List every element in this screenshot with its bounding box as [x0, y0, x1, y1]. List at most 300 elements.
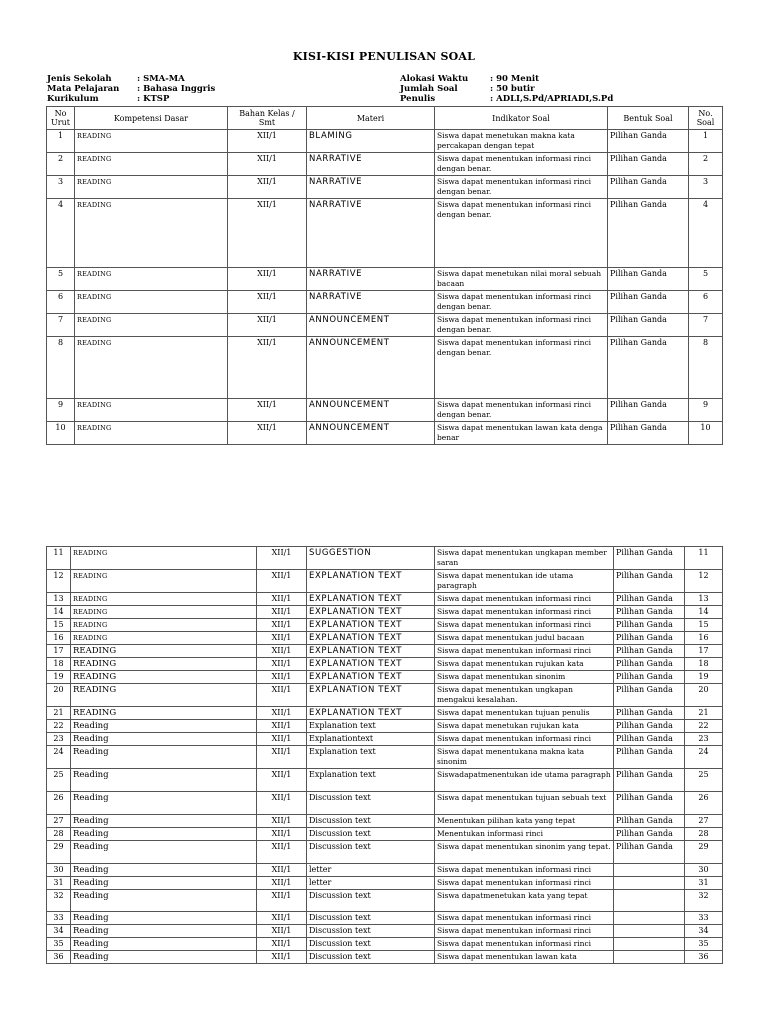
- cell-no-soal: 23: [685, 733, 723, 746]
- table-row: [47, 593, 723, 606]
- cell-kelas: XII/1: [257, 658, 307, 671]
- cell-kelas: XII/1: [228, 314, 307, 337]
- cell-kelas: XII/1: [228, 130, 307, 153]
- cell-materi: EXPLANATION TEXT: [307, 632, 435, 645]
- cell-indikator: Siswa dapat menentukan informasi rinci: [435, 645, 614, 658]
- cell-indikator: Siswa dapat menentukan informasi rinci: [435, 606, 614, 619]
- document-title: KISI-KISI PENULISAN SOAL: [292, 50, 476, 63]
- cell-materi: EXPLANATION TEXT: [307, 606, 435, 619]
- cell-no-soal: 17: [685, 645, 723, 658]
- header-no-soal: No. Soal: [689, 107, 723, 130]
- cell-no-urut: 18: [47, 658, 71, 671]
- cell-no-urut: 27: [47, 815, 71, 828]
- meta-key: Mata Pelajaran: [47, 84, 120, 94]
- table-row: [47, 337, 723, 399]
- cell-no-urut: 22: [47, 720, 71, 733]
- meta-value: : KTSP: [137, 94, 170, 104]
- cell-kompetensi: Reading: [71, 864, 257, 877]
- cell-no-soal: 24: [685, 746, 723, 769]
- cell-kelas: XII/1: [257, 769, 307, 792]
- table-row: [47, 671, 723, 684]
- cell-materi: ANNOUNCEMENT: [307, 314, 435, 337]
- cell-kompetensi: READING: [71, 658, 257, 671]
- cell-materi: EXPLANATION TEXT: [307, 645, 435, 658]
- cell-indikator: Siswa dapat menentukan informasi rinci: [435, 877, 614, 890]
- cell-materi: NARRATIVE: [307, 291, 435, 314]
- cell-bentuk: Pilihan Ganda: [614, 593, 685, 606]
- table-row: [47, 268, 723, 291]
- cell-no-soal: 12: [685, 570, 723, 593]
- cell-kelas: XII/1: [257, 951, 307, 964]
- cell-materi: NARRATIVE: [307, 153, 435, 176]
- cell-no-urut: 8: [47, 337, 75, 399]
- cell-no-soal: 31: [685, 877, 723, 890]
- kisi-table-page-2: [46, 546, 723, 964]
- cell-kelas: XII/1: [257, 619, 307, 632]
- kisi-table-page-1: [46, 106, 723, 445]
- cell-no-soal: 36: [685, 951, 723, 964]
- cell-kompetensi: Reading: [71, 769, 257, 792]
- cell-indikator: Siswa dapat menentukan ungkapan member saran: [435, 547, 614, 570]
- cell-no-soal: 6: [689, 291, 723, 314]
- cell-bentuk: Pilihan Ganda: [608, 399, 689, 422]
- cell-indikator: Siswa dapat menentukan tujuan penulis: [435, 707, 614, 720]
- cell-kompetensi: READING: [75, 399, 228, 422]
- cell-no-soal: 19: [685, 671, 723, 684]
- cell-kelas: XII/1: [228, 176, 307, 199]
- cell-no-urut: 31: [47, 877, 71, 890]
- cell-indikator: Siswa dapat menentukan informasi rinci: [435, 925, 614, 938]
- cell-no-urut: 24: [47, 746, 71, 769]
- cell-indikator: Siswa dapat menentukan tujuan sebuah text: [435, 792, 614, 815]
- cell-indikator: Siswa dapat menentukan informasi rinci dengan benar.: [435, 153, 608, 176]
- cell-bentuk: Pilihan Ganda: [614, 792, 685, 815]
- meta-value: : ADLI,S.Pd/APRIADI,S.Pd: [490, 94, 614, 104]
- cell-kompetensi: Reading: [71, 912, 257, 925]
- cell-no-soal: 29: [685, 841, 723, 864]
- cell-kelas: XII/1: [228, 268, 307, 291]
- cell-kelas: XII/1: [257, 632, 307, 645]
- cell-kompetensi: Reading: [71, 890, 257, 912]
- cell-kompetensi: Reading: [71, 877, 257, 890]
- cell-indikator: Menentukan pilihan kata yang tepat: [435, 815, 614, 828]
- cell-kelas: XII/1: [257, 547, 307, 570]
- cell-no-soal: 33: [685, 912, 723, 925]
- cell-bentuk: Pilihan Ganda: [614, 746, 685, 769]
- cell-no-urut: 35: [47, 938, 71, 951]
- cell-no-urut: 33: [47, 912, 71, 925]
- cell-bentuk: [614, 925, 685, 938]
- cell-bentuk: Pilihan Ganda: [614, 632, 685, 645]
- cell-bentuk: Pilihan Ganda: [614, 570, 685, 593]
- table-row: [47, 815, 723, 828]
- cell-bentuk: Pilihan Ganda: [614, 547, 685, 570]
- cell-kompetensi: READING: [71, 593, 257, 606]
- cell-no-soal: 20: [685, 684, 723, 707]
- cell-kompetensi: READING: [75, 199, 228, 268]
- cell-materi: ANNOUNCEMENT: [307, 399, 435, 422]
- cell-bentuk: Pilihan Ganda: [608, 130, 689, 153]
- cell-no-urut: 4: [47, 199, 75, 268]
- cell-kelas: XII/1: [257, 864, 307, 877]
- meta-key: Kurikulum: [47, 94, 99, 104]
- cell-kompetensi: READING: [71, 606, 257, 619]
- cell-materi: Discussion text: [307, 951, 435, 964]
- cell-bentuk: Pilihan Ganda: [608, 422, 689, 445]
- table-row: [47, 733, 723, 746]
- table-row: [47, 399, 723, 422]
- cell-kompetensi: Reading: [71, 938, 257, 951]
- cell-kelas: XII/1: [257, 792, 307, 815]
- cell-kelas: XII/1: [228, 291, 307, 314]
- cell-bentuk: Pilihan Ganda: [614, 841, 685, 864]
- cell-bentuk: Pilihan Ganda: [614, 828, 685, 841]
- cell-materi: Discussion text: [307, 828, 435, 841]
- cell-bentuk: Pilihan Ganda: [614, 707, 685, 720]
- cell-indikator: Siswa dapat menentukan informasi rinci dengan benar.: [435, 176, 608, 199]
- table-row: [47, 877, 723, 890]
- table-row: [47, 841, 723, 864]
- cell-materi: SUGGESTION: [307, 547, 435, 570]
- table-row: [47, 925, 723, 938]
- cell-kompetensi: READING: [71, 707, 257, 720]
- cell-indikator: Siswa dapat menentukan lawan kata denga benar: [435, 422, 608, 445]
- cell-materi: EXPLANATION TEXT: [307, 593, 435, 606]
- cell-no-soal: 27: [685, 815, 723, 828]
- cell-no-soal: 21: [685, 707, 723, 720]
- cell-kelas: XII/1: [257, 606, 307, 619]
- header-no-urut: No Urut: [47, 107, 75, 130]
- cell-materi: Discussion text: [307, 792, 435, 815]
- meta-right: [400, 74, 613, 104]
- cell-materi: Explanation text: [307, 769, 435, 792]
- cell-materi: BLAMING: [307, 130, 435, 153]
- cell-no-urut: 3: [47, 176, 75, 199]
- cell-no-soal: 11: [685, 547, 723, 570]
- cell-kompetensi: Reading: [71, 720, 257, 733]
- cell-no-soal: 2: [689, 153, 723, 176]
- cell-indikator: Siswa dapat menentukan informasi rinci: [435, 593, 614, 606]
- cell-kelas: XII/1: [228, 199, 307, 268]
- cell-no-urut: 14: [47, 606, 71, 619]
- header-materi: Materi: [307, 107, 435, 130]
- cell-no-urut: 1: [47, 130, 75, 153]
- table-row: [47, 746, 723, 769]
- table-row: [47, 938, 723, 951]
- cell-no-urut: 5: [47, 268, 75, 291]
- cell-no-urut: 36: [47, 951, 71, 964]
- cell-no-soal: 16: [685, 632, 723, 645]
- cell-no-soal: 15: [685, 619, 723, 632]
- cell-materi: Explanation text: [307, 746, 435, 769]
- table-row: [47, 707, 723, 720]
- cell-no-urut: 20: [47, 684, 71, 707]
- table-row: [47, 153, 723, 176]
- cell-materi: Discussion text: [307, 815, 435, 828]
- cell-indikator: Siswa dapat menentukan informasi rinci dengan benar.: [435, 291, 608, 314]
- cell-no-urut: 28: [47, 828, 71, 841]
- cell-no-urut: 2: [47, 153, 75, 176]
- cell-kompetensi: Reading: [71, 951, 257, 964]
- cell-indikator: Siswa dapatmenetukan kata yang tepat: [435, 890, 614, 912]
- cell-kelas: XII/1: [257, 645, 307, 658]
- cell-kelas: XII/1: [257, 912, 307, 925]
- cell-no-soal: 3: [689, 176, 723, 199]
- cell-kelas: XII/1: [228, 399, 307, 422]
- cell-no-urut: 11: [47, 547, 71, 570]
- cell-no-urut: 9: [47, 399, 75, 422]
- cell-no-urut: 34: [47, 925, 71, 938]
- cell-bentuk: Pilihan Ganda: [608, 337, 689, 399]
- cell-materi: Discussion text: [307, 912, 435, 925]
- cell-no-urut: 15: [47, 619, 71, 632]
- table-row: [47, 632, 723, 645]
- table-row: [47, 828, 723, 841]
- table-row: [47, 422, 723, 445]
- cell-kompetensi: READING: [75, 291, 228, 314]
- table-row: [47, 547, 723, 570]
- cell-kelas: XII/1: [257, 593, 307, 606]
- cell-kelas: XII/1: [257, 890, 307, 912]
- cell-kompetensi: READING: [71, 671, 257, 684]
- cell-kelas: XII/1: [257, 877, 307, 890]
- cell-indikator: Siswa dapat menentukan informasi rinci dengan benar.: [435, 337, 608, 399]
- table-row: [47, 645, 723, 658]
- cell-no-soal: 30: [685, 864, 723, 877]
- cell-materi: letter: [307, 864, 435, 877]
- cell-no-urut: 30: [47, 864, 71, 877]
- cell-no-soal: 8: [689, 337, 723, 399]
- cell-bentuk: [614, 912, 685, 925]
- table-row: [47, 890, 723, 912]
- cell-indikator: Siswa dapat menentukan sinonim: [435, 671, 614, 684]
- cell-kelas: XII/1: [257, 707, 307, 720]
- table-row: [47, 792, 723, 815]
- cell-materi: EXPLANATION TEXT: [307, 671, 435, 684]
- cell-indikator: Siswadapatmenentukan ide utama paragraph: [435, 769, 614, 792]
- cell-no-soal: 7: [689, 314, 723, 337]
- cell-no-soal: 13: [685, 593, 723, 606]
- cell-no-soal: 22: [685, 720, 723, 733]
- cell-indikator: Siswa dapat menentukan lawan kata: [435, 951, 614, 964]
- cell-no-urut: 29: [47, 841, 71, 864]
- cell-materi: NARRATIVE: [307, 268, 435, 291]
- cell-no-soal: 9: [689, 399, 723, 422]
- meta-left: [47, 74, 215, 104]
- meta-value: : SMA-MA: [137, 74, 185, 84]
- cell-kompetensi: READING: [75, 337, 228, 399]
- cell-kelas: XII/1: [257, 815, 307, 828]
- cell-no-urut: 21: [47, 707, 71, 720]
- cell-bentuk: [614, 864, 685, 877]
- cell-kompetensi: READING: [75, 176, 228, 199]
- cell-bentuk: Pilihan Ganda: [608, 268, 689, 291]
- cell-kelas: XII/1: [257, 733, 307, 746]
- table-row: [47, 912, 723, 925]
- cell-materi: Explanation text: [307, 720, 435, 733]
- cell-kompetensi: Reading: [71, 792, 257, 815]
- cell-materi: ANNOUNCEMENT: [307, 422, 435, 445]
- cell-materi: Discussion text: [307, 890, 435, 912]
- cell-bentuk: Pilihan Ganda: [614, 733, 685, 746]
- cell-materi: ANNOUNCEMENT: [307, 337, 435, 399]
- cell-kelas: XII/1: [257, 828, 307, 841]
- header-indikator: Indikator Soal: [435, 107, 608, 130]
- cell-materi: letter: [307, 877, 435, 890]
- meta-key: Alokasi Waktu: [400, 74, 469, 84]
- cell-bentuk: [614, 938, 685, 951]
- table-row: [47, 951, 723, 964]
- cell-kelas: XII/1: [257, 746, 307, 769]
- meta-key: Penulis: [400, 94, 436, 104]
- cell-kelas: XII/1: [257, 570, 307, 593]
- cell-no-soal: 10: [689, 422, 723, 445]
- cell-no-urut: 26: [47, 792, 71, 815]
- cell-bentuk: Pilihan Ganda: [608, 199, 689, 268]
- cell-kompetensi: Reading: [71, 925, 257, 938]
- cell-no-urut: 16: [47, 632, 71, 645]
- cell-materi: Discussion text: [307, 938, 435, 951]
- header-bahan: Bahan Kelas / Smt: [228, 107, 307, 130]
- cell-kompetensi: READING: [75, 153, 228, 176]
- cell-indikator: Siswa dapat menetukan rujukan kata: [435, 720, 614, 733]
- cell-indikator: Siswa dapat menentukan informasi rinci: [435, 619, 614, 632]
- cell-indikator: Siswa dapat menentukan informasi rinci: [435, 912, 614, 925]
- cell-kompetensi: READING: [75, 422, 228, 445]
- cell-bentuk: Pilihan Ganda: [608, 153, 689, 176]
- meta-value: : Bahasa Inggris: [137, 84, 216, 94]
- table-row: [47, 606, 723, 619]
- cell-no-urut: 19: [47, 671, 71, 684]
- cell-materi: EXPLANATION TEXT: [307, 619, 435, 632]
- cell-no-soal: 4: [689, 199, 723, 268]
- cell-no-soal: 35: [685, 938, 723, 951]
- table-row: [47, 176, 723, 199]
- cell-no-soal: 18: [685, 658, 723, 671]
- cell-indikator: Siswa dapat menentukan informasi rinci: [435, 733, 614, 746]
- cell-no-soal: 25: [685, 769, 723, 792]
- cell-kompetensi: READING: [71, 570, 257, 593]
- cell-kelas: XII/1: [257, 841, 307, 864]
- cell-kelas: XII/1: [257, 925, 307, 938]
- table-row: [47, 291, 723, 314]
- cell-bentuk: Pilihan Ganda: [614, 815, 685, 828]
- cell-bentuk: [614, 890, 685, 912]
- cell-bentuk: [614, 951, 685, 964]
- cell-kompetensi: READING: [75, 268, 228, 291]
- header-bentuk: Bentuk Soal: [608, 107, 689, 130]
- cell-indikator: Siswa dapat menentukan informasi rinci dengan benar.: [435, 314, 608, 337]
- cell-no-urut: 12: [47, 570, 71, 593]
- cell-kompetensi: Reading: [71, 841, 257, 864]
- cell-materi: EXPLANATION TEXT: [307, 684, 435, 707]
- meta-value: : 90 Menit: [490, 74, 540, 84]
- cell-no-urut: 32: [47, 890, 71, 912]
- table-row: [47, 769, 723, 792]
- cell-kompetensi: Reading: [71, 828, 257, 841]
- cell-indikator: Siswa dapat menentukan informasi rinci dengan benar.: [435, 199, 608, 268]
- cell-indikator: Siswa dapat menentukan informasi rinci dengan benar.: [435, 399, 608, 422]
- cell-kompetensi: READING: [75, 314, 228, 337]
- cell-bentuk: Pilihan Ganda: [614, 671, 685, 684]
- cell-kelas: XII/1: [257, 671, 307, 684]
- cell-bentuk: Pilihan Ganda: [614, 658, 685, 671]
- cell-bentuk: Pilihan Ganda: [614, 720, 685, 733]
- cell-indikator: Menentukan informasi rinci: [435, 828, 614, 841]
- cell-no-soal: 5: [689, 268, 723, 291]
- cell-kompetensi: READING: [75, 130, 228, 153]
- cell-materi: EXPLANATION TEXT: [307, 658, 435, 671]
- cell-no-soal: 1: [689, 130, 723, 153]
- cell-bentuk: Pilihan Ganda: [614, 684, 685, 707]
- meta-key: Jumlah Soal: [400, 84, 458, 94]
- cell-no-urut: 25: [47, 769, 71, 792]
- cell-bentuk: Pilihan Ganda: [614, 619, 685, 632]
- cell-indikator: Siswa dapat menetukan makna kata percakapan dengan tepat: [435, 130, 608, 153]
- meta-value: : 50 butir: [490, 84, 535, 94]
- table-row: [47, 684, 723, 707]
- cell-bentuk: [614, 877, 685, 890]
- cell-indikator: Siswa dapat menetukan nilai moral sebuah bacaan: [435, 268, 608, 291]
- cell-no-soal: 34: [685, 925, 723, 938]
- cell-materi: Explanationtext: [307, 733, 435, 746]
- cell-bentuk: Pilihan Ganda: [608, 176, 689, 199]
- cell-bentuk: Pilihan Ganda: [614, 645, 685, 658]
- cell-no-urut: 6: [47, 291, 75, 314]
- cell-indikator: Siswa dapat menentukan sinonim yang tepat.: [435, 841, 614, 864]
- cell-kompetensi: READING: [71, 619, 257, 632]
- cell-no-urut: 23: [47, 733, 71, 746]
- cell-bentuk: Pilihan Ganda: [608, 291, 689, 314]
- cell-no-urut: 10: [47, 422, 75, 445]
- cell-materi: Discussion text: [307, 841, 435, 864]
- cell-kompetensi: Reading: [71, 746, 257, 769]
- cell-no-soal: 32: [685, 890, 723, 912]
- cell-kelas: XII/1: [228, 422, 307, 445]
- table-row: [47, 658, 723, 671]
- meta-key: Jenis Sekolah: [47, 74, 112, 84]
- cell-indikator: Siswa dapat menentukan informasi rinci: [435, 938, 614, 951]
- cell-indikator: Siswa dapat menentukan informasi rinci: [435, 864, 614, 877]
- table-row: [47, 864, 723, 877]
- cell-no-urut: 13: [47, 593, 71, 606]
- table-row: [47, 314, 723, 337]
- table-row: [47, 570, 723, 593]
- cell-kompetensi: READING: [71, 632, 257, 645]
- cell-no-soal: 14: [685, 606, 723, 619]
- cell-no-soal: 26: [685, 792, 723, 815]
- cell-indikator: Siswa dapat menentukan ungkapan mengakui kesalahan.: [435, 684, 614, 707]
- table-row: [47, 619, 723, 632]
- cell-materi: Discussion text: [307, 925, 435, 938]
- cell-no-soal: 28: [685, 828, 723, 841]
- cell-materi: NARRATIVE: [307, 199, 435, 268]
- cell-kompetensi: READING: [71, 645, 257, 658]
- cell-bentuk: Pilihan Ganda: [614, 606, 685, 619]
- cell-no-urut: 7: [47, 314, 75, 337]
- cell-no-urut: 17: [47, 645, 71, 658]
- cell-kelas: XII/1: [257, 720, 307, 733]
- cell-kompetensi: READING: [71, 684, 257, 707]
- cell-kelas: XII/1: [257, 684, 307, 707]
- cell-kompetensi: READING: [71, 547, 257, 570]
- header-kompetensi: Kompetensi Dasar: [75, 107, 228, 130]
- table-row: [47, 199, 723, 268]
- cell-materi: EXPLANATION TEXT: [307, 570, 435, 593]
- table-row: [47, 720, 723, 733]
- table-row: [47, 130, 723, 153]
- cell-kelas: XII/1: [257, 938, 307, 951]
